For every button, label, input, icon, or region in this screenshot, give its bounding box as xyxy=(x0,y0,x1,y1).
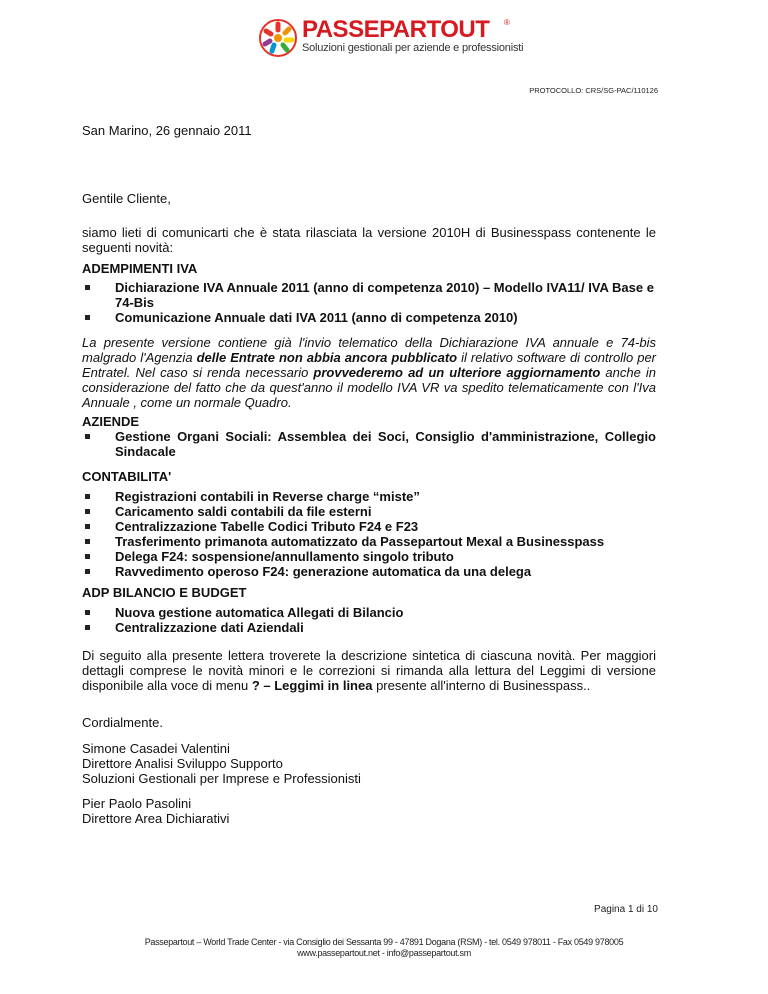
list-item: Caricamento saldi contabili da file esterni xyxy=(82,504,656,519)
signer-org: Soluzioni Gestionali per Imprese e Professionisti xyxy=(82,771,361,786)
salutation: Cordialmente. xyxy=(82,715,163,730)
signer-block-1 xyxy=(82,741,656,786)
intro-paragraph: siamo lieti di comunicarti che è stata rilasciata la versione 2010H di Businesspass contenente le seguenti novità: xyxy=(82,225,656,255)
iva-note-paragraph xyxy=(82,335,656,410)
list-item: Ravvedimento operoso F24: generazione automatica da una delega xyxy=(82,564,656,579)
list-contabilita xyxy=(82,489,656,579)
list-aziende xyxy=(82,429,656,459)
list-item: Dichiarazione IVA Annuale 2011 (anno di competenza 2010) – Modello IVA11/ IVA Base e 74-Bis xyxy=(82,280,656,310)
footer-address-line: Passepartout – World Trade Center - via Consiglio dei Sessanta 99 - 47891 Dogana (RSM) - tel. 0549 978011 - Fax 0549 978005 xyxy=(144,937,624,947)
section-title-adp: ADP BILANCIO E BUDGET xyxy=(82,585,247,600)
closing-paragraph xyxy=(82,648,656,693)
logo-emblem-icon xyxy=(258,18,298,58)
footer-address xyxy=(0,937,768,959)
section-title-aziende: AZIENDE xyxy=(82,414,140,429)
list-item: Centralizzazione dati Aziendali xyxy=(82,620,656,635)
list-item: Delega F24: sospensione/annullamento singolo tributo xyxy=(82,549,656,564)
list-adp xyxy=(82,605,656,635)
date-line: San Marino, 26 gennaio 2011 xyxy=(82,123,252,138)
list-item: Registrazioni contabili in Reverse charge “miste” xyxy=(82,489,656,504)
footer-web-line: www.passepartout.net - info@passepartout.sm xyxy=(297,948,471,958)
note-text: La presente versione contiene già l'invio telematico della Dichiarazione IVA annuale e 74-bis malgrado l'Agenzia xyxy=(82,335,656,365)
section-title-contabilita: CONTABILITA' xyxy=(82,469,172,484)
signer-name: Pier Paolo Pasolini xyxy=(82,796,192,811)
protocol-number: PROTOCOLLO: CRS/SG-PAC/110126 xyxy=(529,86,658,95)
menu-reference: ? – Leggimi in linea xyxy=(251,678,373,693)
registered-mark: ® xyxy=(504,18,510,27)
logo-tagline: Soluzioni gestionali per aziende e professionisti xyxy=(302,42,524,54)
note-text: il relativo software di controllo per Entratel. Nel caso si renda necessario xyxy=(82,350,656,380)
list-item: Nuova gestione automatica Allegati di Bilancio xyxy=(82,605,656,620)
closing-text: Di seguito alla presente lettera troverete la descrizione sintetica di ciascuna novità. Per maggiori dettagli comprese le novità minori e le correzioni si rimanda alla lettura del Leggimi di versione disponibile alla voce di menu xyxy=(82,648,656,693)
logo-brand-text: PASSEPARTOUT xyxy=(302,16,490,43)
signer-name: Simone Casadei Valentini xyxy=(82,741,230,756)
greeting: Gentile Cliente, xyxy=(82,191,171,206)
company-logo xyxy=(258,16,524,62)
note-bold: provvederemo ad un ulteriore aggiornamento xyxy=(313,365,601,380)
page-number: Pagina 1 di 10 xyxy=(594,904,658,915)
signer-role: Direttore Area Dichiarativi xyxy=(82,811,230,826)
note-bold: delle Entrate non abbia ancora pubblicato xyxy=(196,350,458,365)
list-item: Centralizzazione Tabelle Codici Tributo F24 e F23 xyxy=(82,519,656,534)
list-item: Comunicazione Annuale dati IVA 2011 (anno di competenza 2010) xyxy=(82,310,656,325)
list-item: Trasferimento primanota automatizzato da Passepartout Mexal a Businesspass xyxy=(82,534,656,549)
signer-block-2 xyxy=(82,796,656,826)
section-title-iva: ADEMPIMENTI IVA xyxy=(82,261,198,276)
list-item: Gestione Organi Sociali: Assemblea dei Soci, Consiglio d'amministrazione, Collegio Sindacale xyxy=(82,429,656,459)
list-iva xyxy=(82,280,656,325)
signer-role: Direttore Analisi Sviluppo Supporto xyxy=(82,756,283,771)
closing-text: presente all'interno di Businesspass.. xyxy=(372,678,591,693)
note-text: anche in considerazione del fatto che da quest'anno il modello IVA VR va spedito telematicamente con l'Iva Annuale , come un normale Quadro. xyxy=(82,365,657,410)
